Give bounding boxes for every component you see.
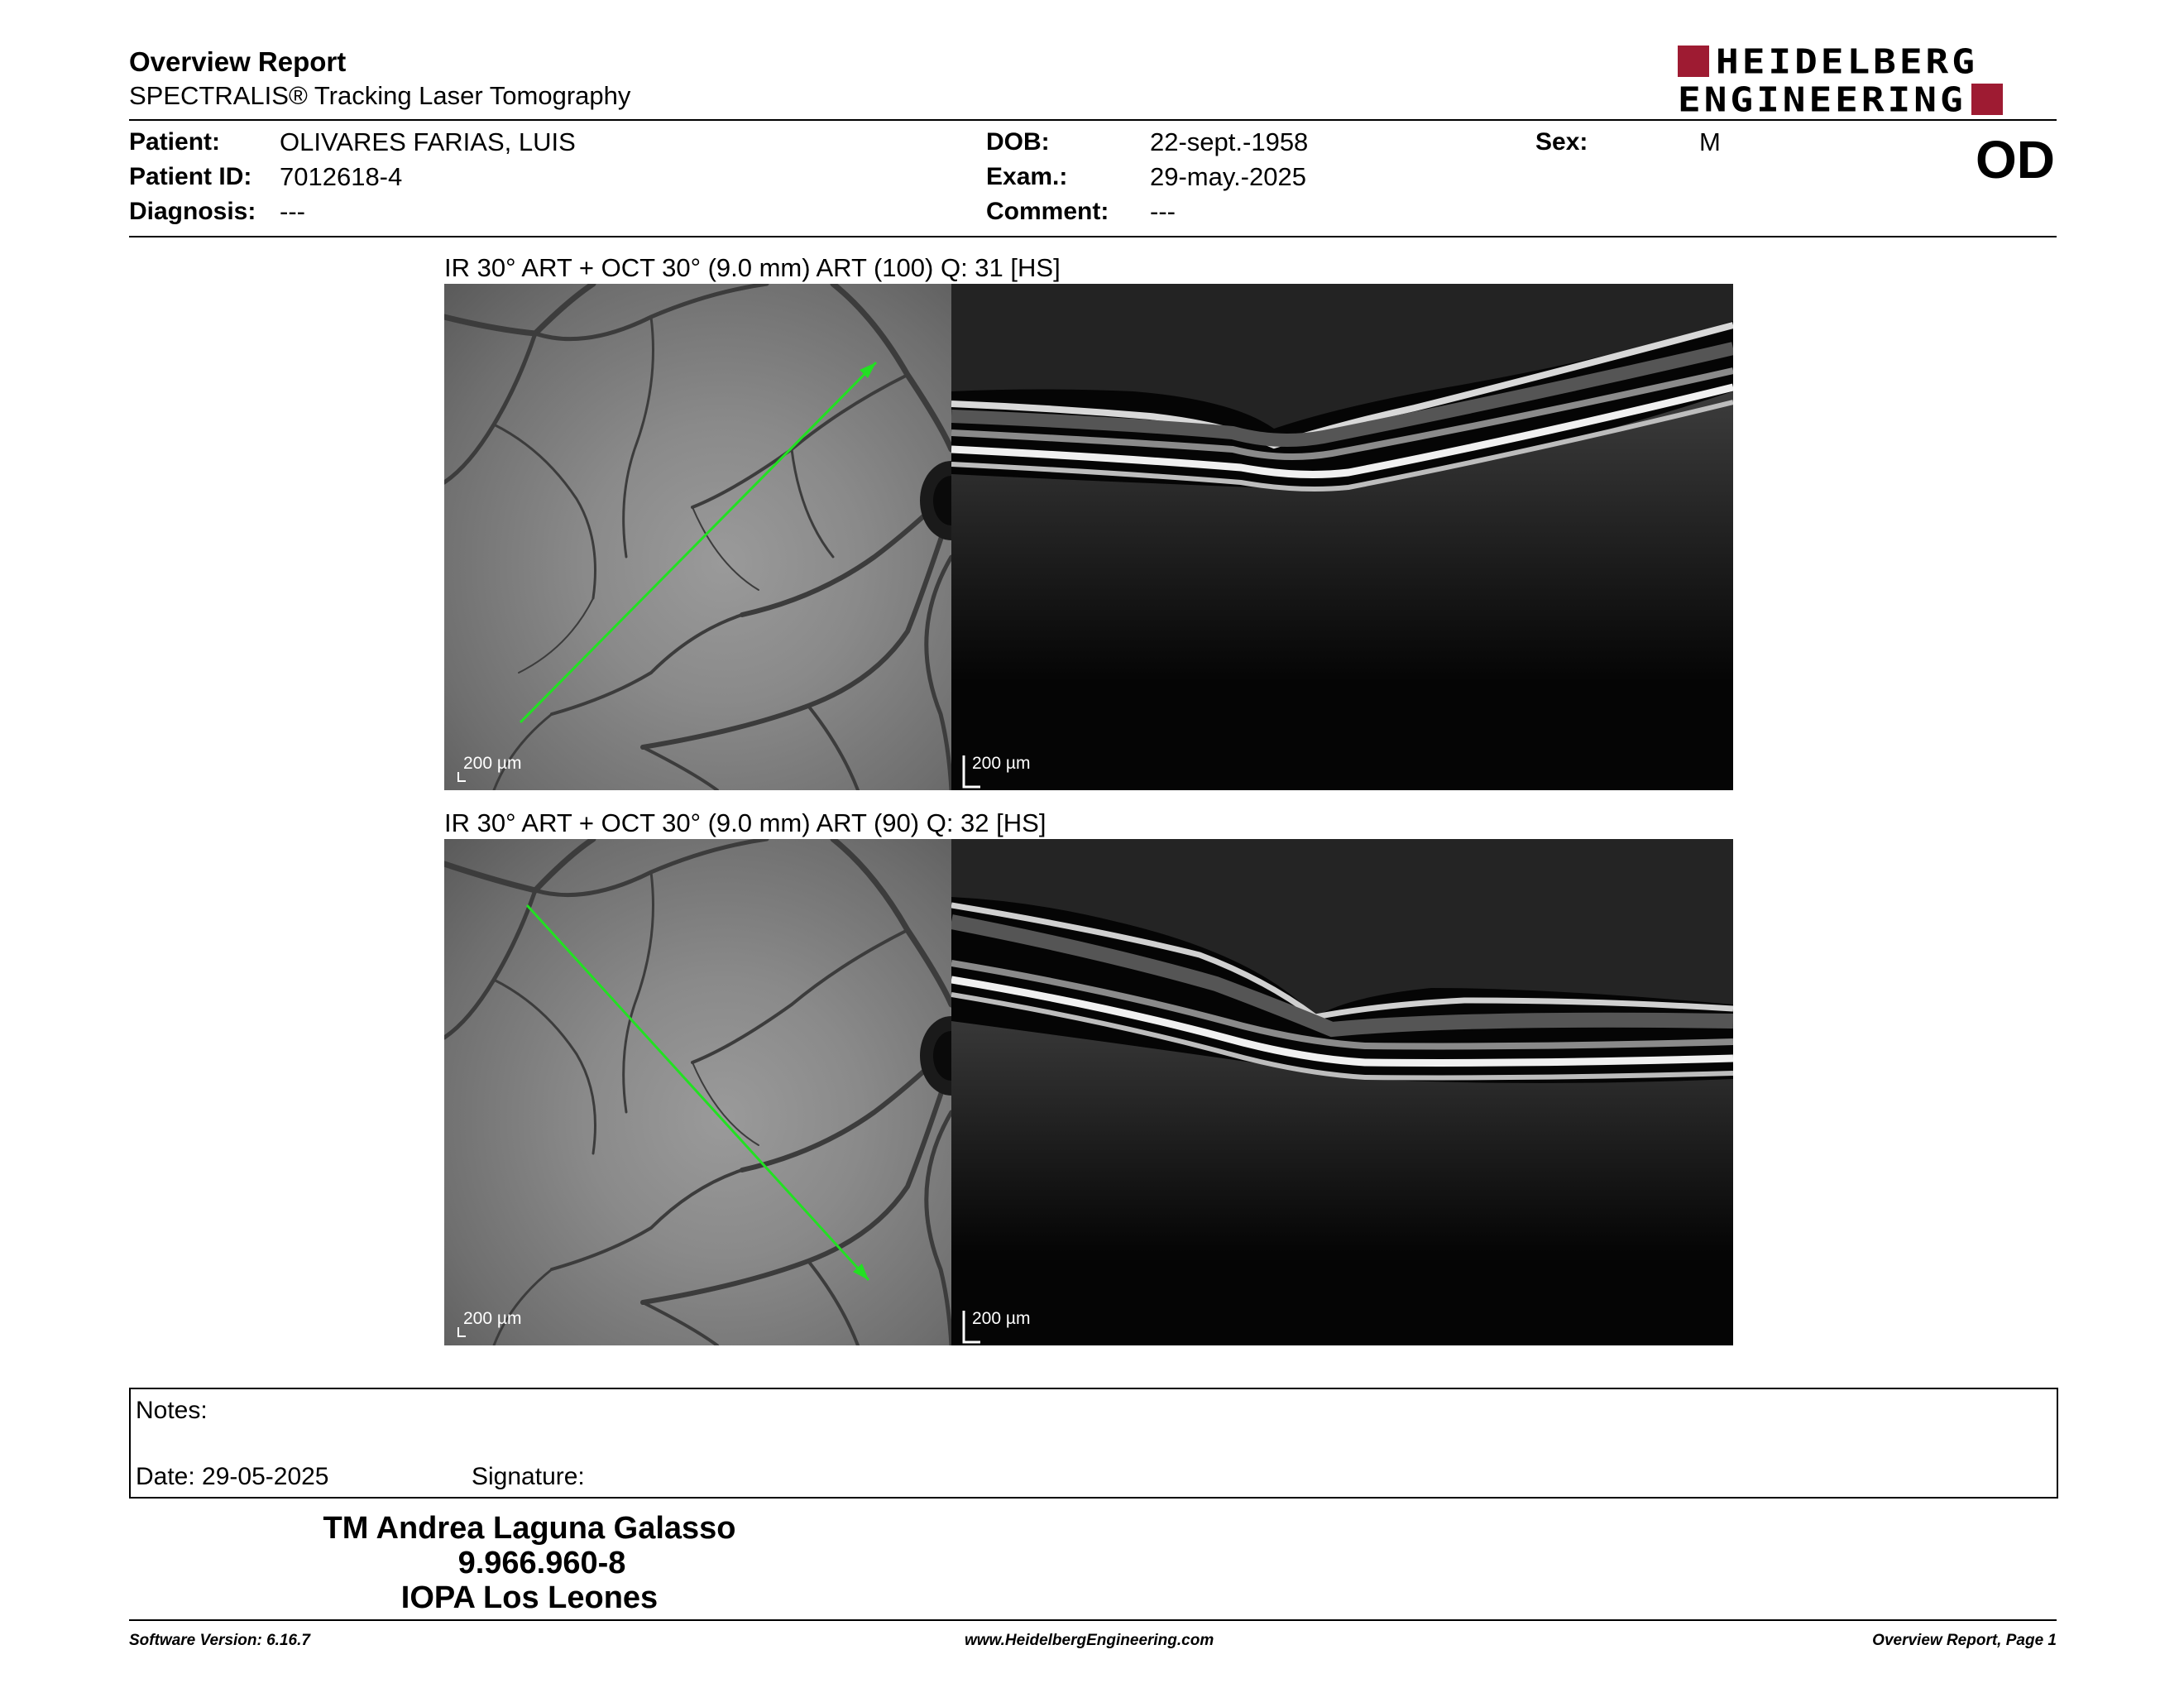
patient-id: 7012618-4 [280, 162, 403, 191]
footer-rule [129, 1619, 2057, 1621]
logo-line-2 [1678, 79, 2003, 120]
sex-label: Sex: [1535, 128, 1588, 156]
patient-label: Patient: [129, 128, 221, 156]
logo-square-icon [1678, 46, 1709, 77]
signature-label: Signature: [472, 1463, 585, 1490]
comment-value: --- [1150, 197, 1176, 226]
patient-id-label: Patient ID: [129, 163, 252, 190]
diagnosis-value: --- [280, 197, 305, 226]
scan-1-bscan-scale: 200 µm [972, 754, 1031, 773]
dob-value: 22-sept.-1958 [1150, 127, 1309, 156]
patient-info-rule [129, 236, 2057, 237]
patient-name: OLIVARES FARIAS, LUIS [280, 127, 576, 156]
scan-2-title: IR 30° ART + OCT 30° (9.0 mm) ART (90) Q: 32 [HS] [444, 808, 1046, 837]
diagnosis-label: Diagnosis: [129, 198, 256, 225]
logo-word-1: HEIDELBERG [1716, 41, 1978, 82]
sex-value: M [1699, 127, 1721, 156]
header-rule [129, 119, 2057, 121]
dob-label: DOB: [986, 128, 1050, 156]
signatory-institution: IOPA Los Leones [400, 1580, 659, 1615]
report-title: Overview Report [129, 46, 347, 77]
heidelberg-logo [1678, 41, 2058, 120]
logo-word-2: ENGINEERING [1678, 79, 1966, 120]
scan-1-title: IR 30° ART + OCT 30° (9.0 mm) ART (100) Q: 31 [HS] [444, 253, 1061, 282]
comment-label: Comment: [986, 198, 1109, 225]
software-version: Software Version: 6.16.7 [129, 1632, 310, 1649]
logo-line-1 [1678, 41, 1978, 82]
scan-1-oct-bscan [951, 284, 1733, 790]
notes-label: Notes: [136, 1397, 208, 1424]
scan-1-fundus-scale: 200 µm [463, 754, 522, 773]
eye-indicator: OD [1976, 130, 2055, 189]
scan-2-bscan-scale: 200 µm [972, 1309, 1031, 1328]
report-subtitle: SPECTRALIS® Tracking Laser Tomography [129, 81, 631, 110]
logo-square-icon [1971, 84, 2003, 115]
scan-2-fundus-scale: 200 µm [463, 1309, 522, 1328]
exam-value: 29-may.-2025 [1150, 162, 1306, 191]
page-number: Overview Report, Page 1 [1872, 1632, 2057, 1649]
scan-2-fundus-image [444, 839, 951, 1345]
notes-box [129, 1388, 2058, 1499]
signatory-name: TM Andrea Laguna Galasso [323, 1511, 736, 1546]
scan-1-fundus-image [444, 284, 951, 790]
exam-label: Exam.: [986, 163, 1068, 190]
website-link[interactable]: www.HeidelbergEngineering.com [965, 1632, 1214, 1649]
signatory-id: 9.966.960-8 [457, 1546, 626, 1580]
date-label: Date: 29-05-2025 [136, 1463, 329, 1490]
scan-2-oct-bscan [951, 839, 1733, 1345]
